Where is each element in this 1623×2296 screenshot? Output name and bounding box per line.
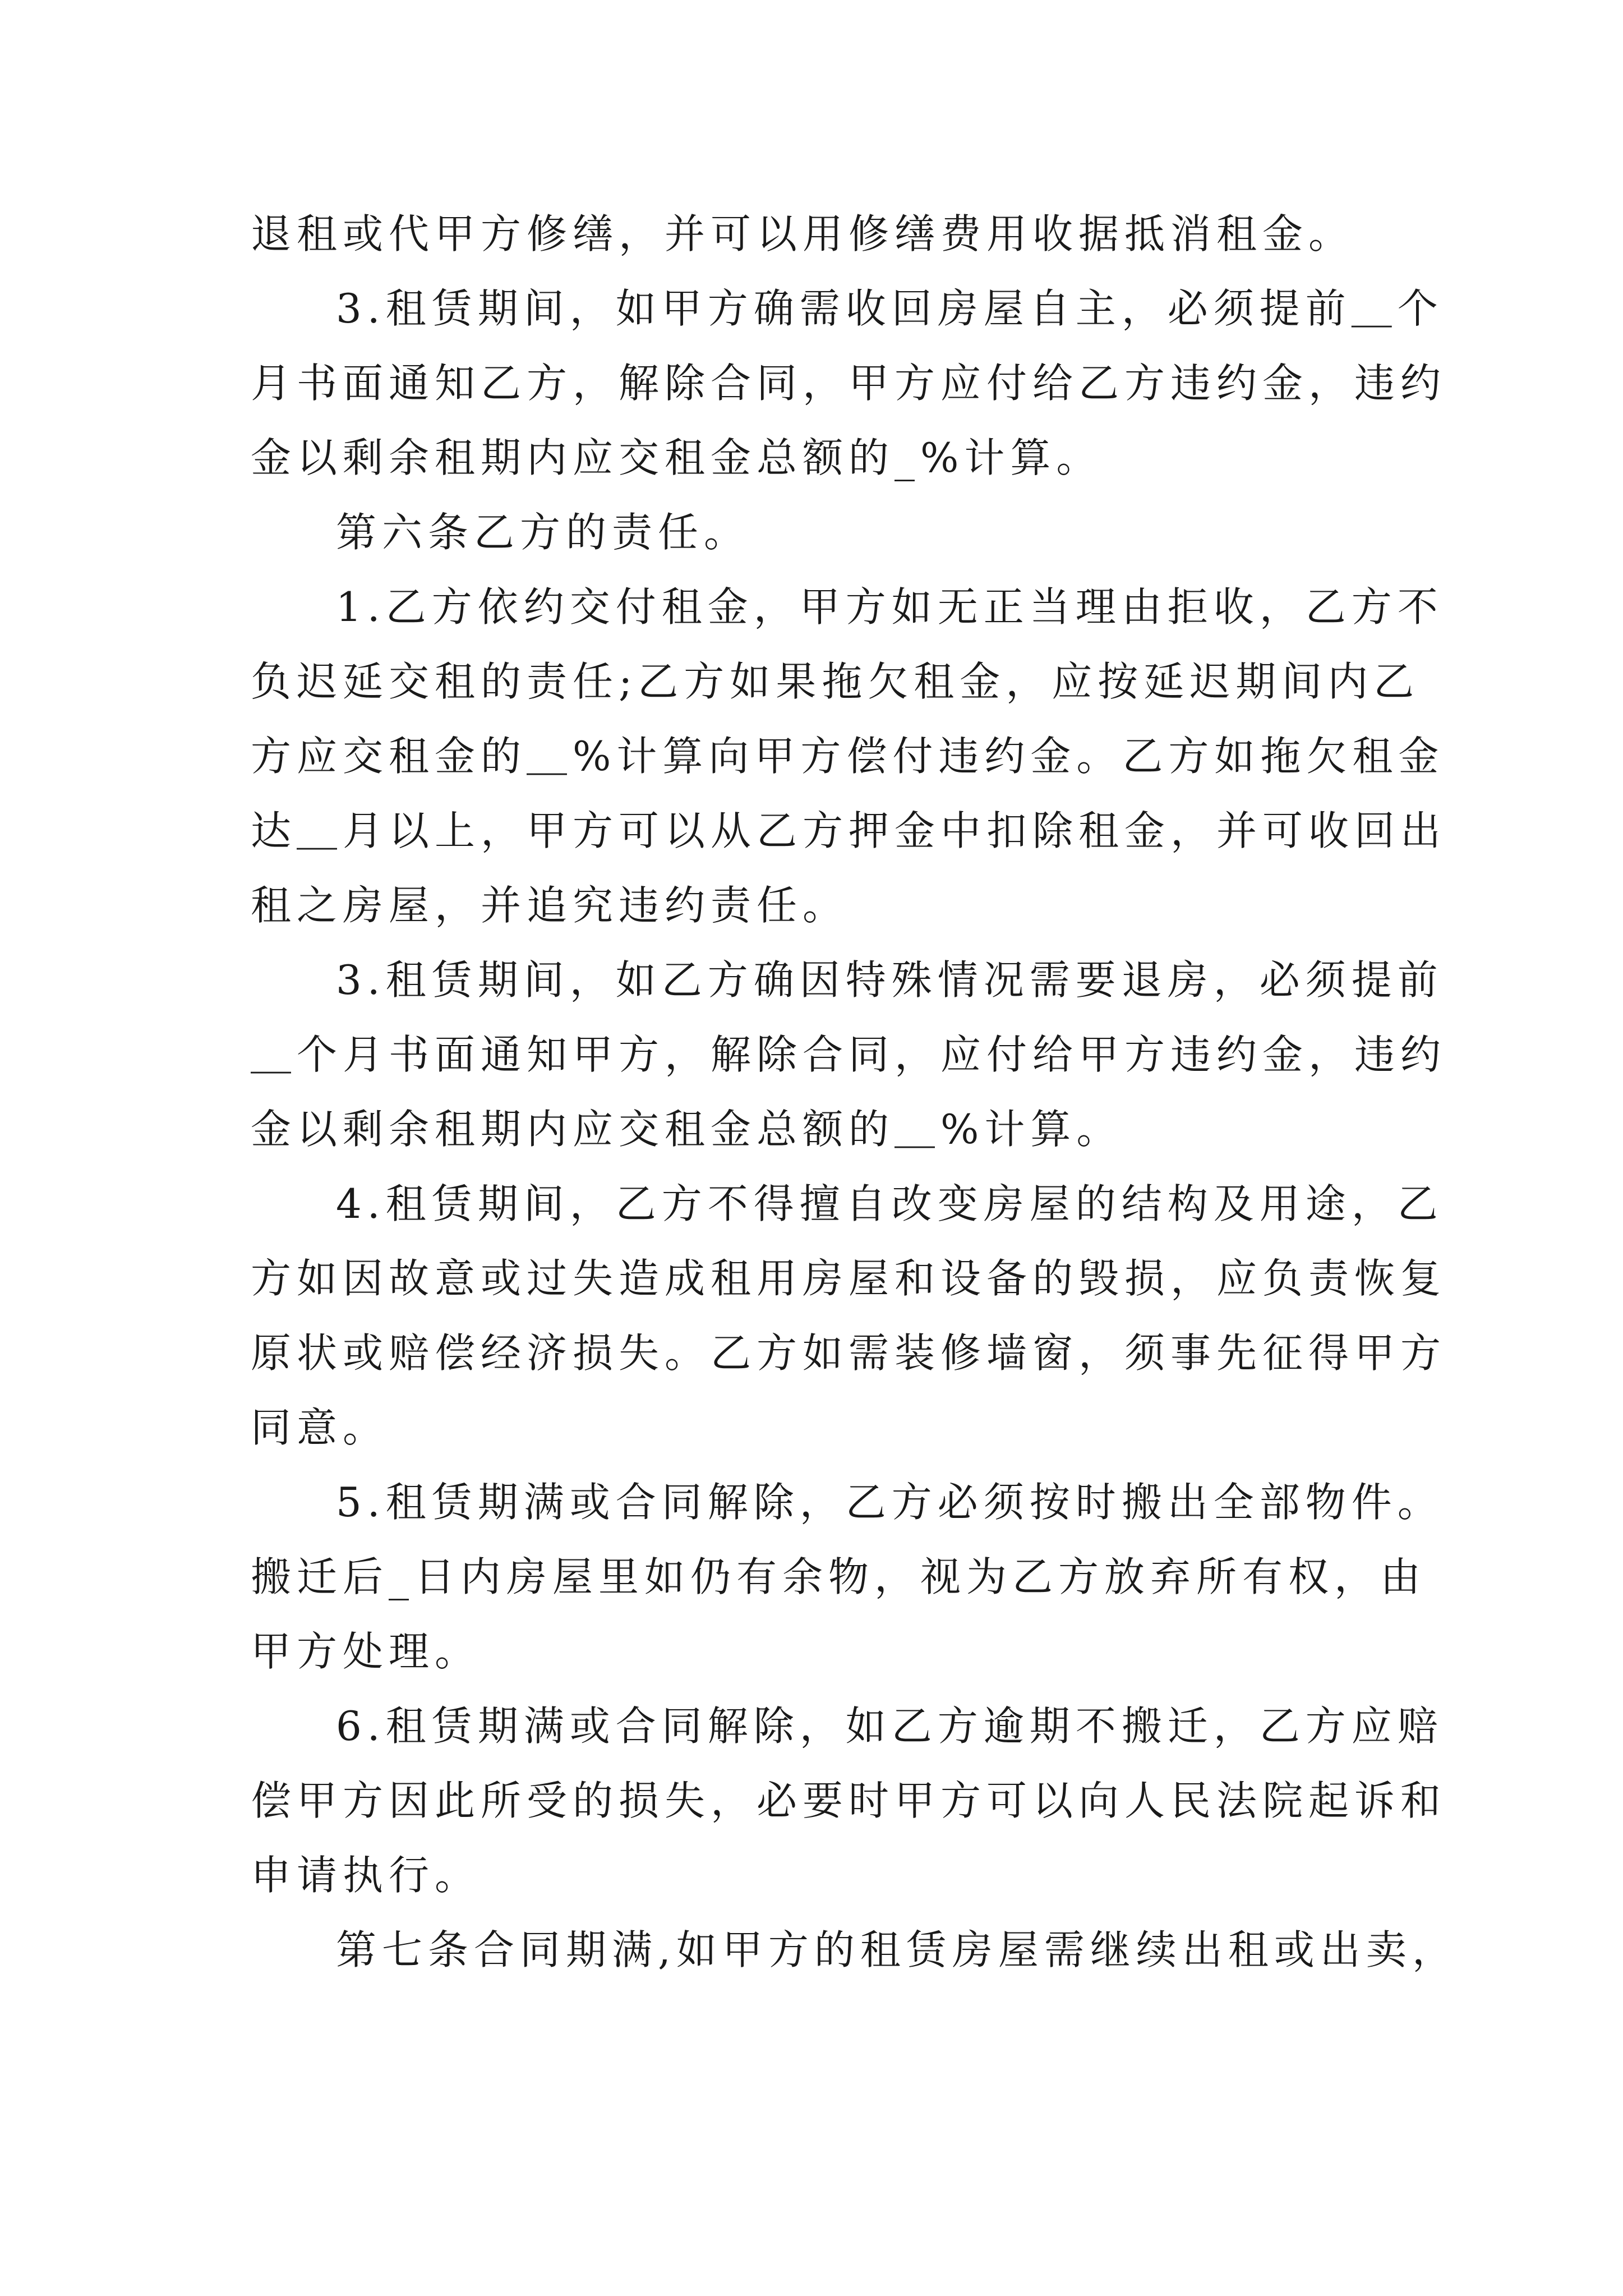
text-line: 3.租赁期间，如甲方确需收回房屋自主，必须提前＿个 <box>336 285 1444 332</box>
text-line: 3.租赁期间，如乙方确因特殊情况需要退房，必须提前 <box>336 956 1444 1004</box>
text-line: 退租或代甲方修缮，并可以用修缮费用收据抵消租金。 <box>251 210 1355 257</box>
text-line: 达＿月以上，甲方可以从乙方押金中扣除租金，并可收回出 <box>251 807 1447 854</box>
text-line: 月书面通知乙方，解除合同，甲方应付给乙方违约金，违约 <box>251 360 1447 407</box>
text-line: 甲方处理。 <box>251 1628 481 1675</box>
text-line: 原状或赔偿经济损失。乙方如需装修墙窗，须事先征得甲方 <box>251 1329 1447 1377</box>
text-line: 方如因故意或过失造成租用房屋和设备的毁损，应负责恢复 <box>251 1255 1447 1302</box>
text-line: 租之房屋，并追究违约责任。 <box>251 882 849 929</box>
text-line: 搬迁后_日内房屋里如仍有余物，视为乙方放弃所有权，由 <box>251 1553 1427 1600</box>
text-line: 1.乙方依约交付租金，甲方如无正当理由拒收，乙方不 <box>336 583 1444 631</box>
text-line: 金以剩余租期内应交租金总额的＿%计算。 <box>251 1106 1123 1153</box>
section-heading: 第七条合同期满,如甲方的租赁房屋需继续出租或出卖， <box>336 1926 1458 1973</box>
text-line: 5.租赁期满或合同解除，乙方必须按时搬出全部物件。 <box>336 1479 1444 1526</box>
text-line: ＿个月书面通知甲方，解除合同，应付给甲方违约金，违约 <box>251 1031 1447 1078</box>
text-line: 金以剩余租期内应交租金总额的_%计算。 <box>251 434 1103 481</box>
text-line: 负迟延交租的责任;乙方如果拖欠租金，应按延迟期间内乙 <box>251 658 1420 705</box>
text-line: 申请执行。 <box>251 1852 481 1899</box>
text-line: 4.租赁期间，乙方不得擅自改变房屋的结构及用途，乙 <box>336 1180 1444 1227</box>
text-line: 方应交租金的＿%计算向甲方偿付违约金。乙方如拖欠租金 <box>251 733 1445 780</box>
text-line: 同意。 <box>251 1404 389 1451</box>
text-line: 偿甲方因此所受的损失，必要时甲方可以向人民法院起诉和 <box>251 1777 1447 1824</box>
text-line: 6.租赁期满或合同解除，如乙方逾期不搬迁，乙方应赔 <box>336 1703 1444 1750</box>
section-heading: 第六条乙方的责任。 <box>336 509 750 556</box>
